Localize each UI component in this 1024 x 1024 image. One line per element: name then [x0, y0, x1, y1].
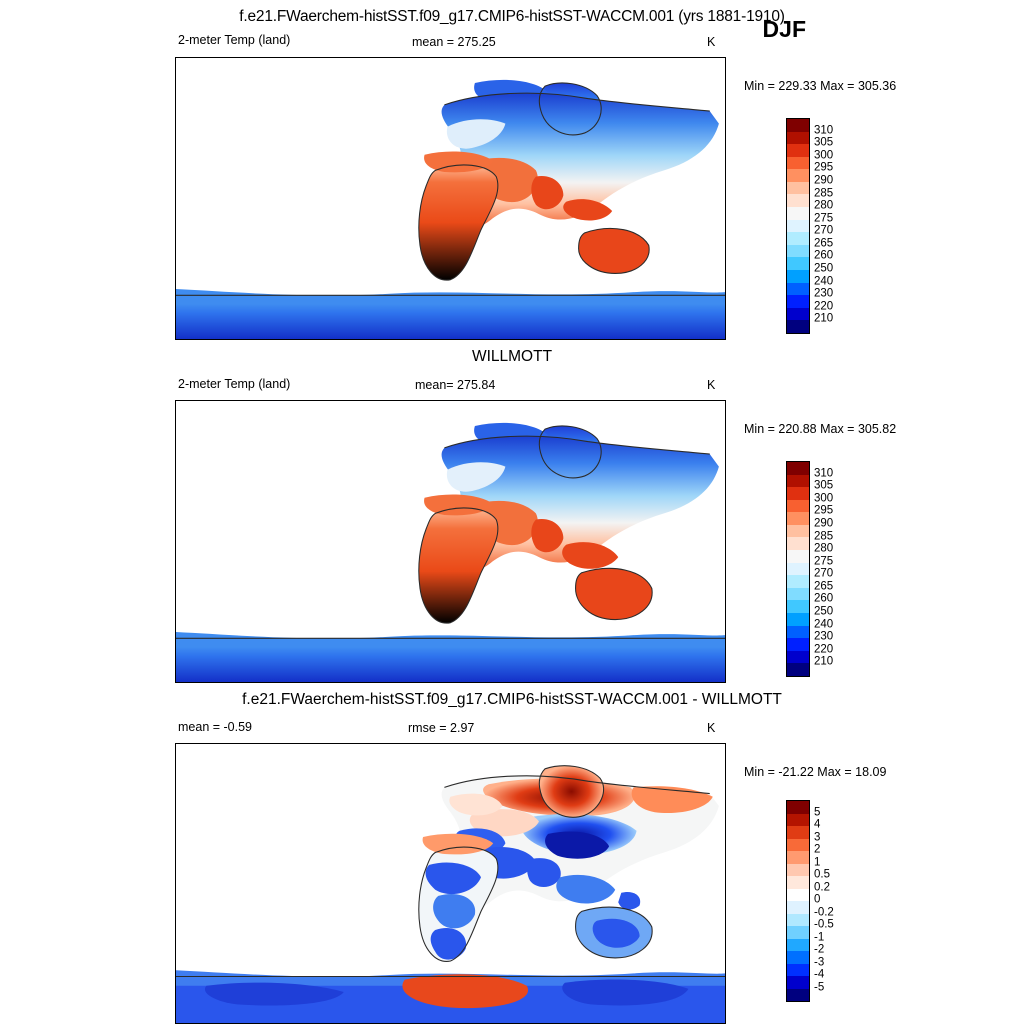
colorbar-observations-tick-label: 300 [814, 492, 834, 504]
colorbar-difference-segment [787, 914, 809, 927]
colorbar-difference-segment [787, 939, 809, 952]
colorbar-model-tick-label: 305 [814, 136, 834, 149]
colorbar-observations-segment [787, 563, 809, 576]
colorbar-model-tick-label: 285 [814, 186, 834, 199]
colorbar-observations-segment [787, 588, 809, 601]
colorbar-observations-segment [787, 487, 809, 500]
colorbar-model-segment [787, 157, 809, 170]
colorbar-observations-tick-label: 210 [814, 655, 834, 668]
colorbar-difference-segment [787, 989, 809, 1002]
colorbar-observations-tick-label: 265 [814, 580, 834, 593]
colorbar-difference-tick-label: 5 [814, 805, 821, 818]
colorbar-model-segment [787, 207, 809, 220]
panel1-center-label: mean = 275.25 [412, 35, 496, 49]
colorbar-model-segment [787, 194, 809, 207]
colorbar-difference-segment [787, 826, 809, 839]
colorbar-model-tick-label: 280 [814, 199, 834, 212]
colorbar-observations-tick-label: 275 [814, 554, 834, 567]
colorbar-difference-tick-label: -5 [814, 980, 825, 993]
colorbar-observations-segment [787, 537, 809, 550]
colorbar-difference-tick-label: 0.5 [814, 868, 830, 881]
map-panel-difference[interactable] [175, 743, 726, 1024]
colorbar-difference-tick-label: -3 [814, 955, 825, 968]
colorbar-difference-segment [787, 901, 809, 914]
colorbar-model-segment [787, 119, 809, 132]
colorbar-observations-segment [787, 575, 809, 588]
colorbar-observations-tick-label: 270 [814, 567, 834, 580]
colorbar-model-tick-label: 230 [814, 287, 834, 300]
colorbar-difference [786, 800, 810, 1002]
colorbar-observations-tick-label: 310 [814, 466, 834, 479]
colorbar-difference-segment [787, 926, 809, 939]
colorbar-model-segment [787, 220, 809, 233]
colorbar-difference-tick-label: 2 [814, 843, 821, 856]
colorbar-difference-tick-label: -0.2 [814, 905, 834, 918]
colorbar-model-tick-label: 275 [814, 211, 834, 224]
colorbar-difference-tick-label: 0.2 [814, 880, 830, 893]
colorbar-model-segment [787, 283, 809, 296]
map-panel-observations[interactable] [175, 400, 726, 683]
season-label: DJF [762, 16, 806, 42]
colorbar-difference-tick-label: -4 [814, 968, 825, 981]
colorbar-difference-segment [787, 839, 809, 852]
colorbar-observations-segment [787, 638, 809, 651]
colorbar-observations-tick-label: 305 [814, 479, 834, 492]
colorbar-model-tick-label: 240 [814, 274, 834, 287]
colorbar-difference-labels [814, 800, 854, 1000]
map-canvas-observations [176, 401, 725, 682]
panel2-center-label: mean= 275.84 [415, 378, 496, 392]
panel1-minmax: Min = 229.33 Max = 305.36 [744, 79, 897, 93]
colorbar-observations [786, 461, 810, 677]
colorbar-observations-tick-label: 285 [814, 529, 834, 542]
colorbar-difference-segment [787, 889, 809, 902]
map-canvas-difference [176, 744, 725, 1023]
colorbar-model-tick-label: 270 [814, 224, 834, 237]
colorbar-observations-tick-label: 250 [814, 605, 834, 618]
colorbar-observations-segment [787, 462, 809, 475]
colorbar-difference-tick-label: 4 [814, 818, 821, 831]
colorbar-model-segment [787, 308, 809, 321]
colorbar-difference-segment [787, 801, 809, 814]
panel3-left-label: mean = -0.59 [178, 720, 253, 734]
colorbar-observations-segment [787, 500, 809, 513]
colorbar-model-tick-label: 265 [814, 237, 834, 250]
colorbar-model-segment [787, 132, 809, 145]
colorbar-observations-tick-label: 295 [814, 504, 834, 517]
colorbar-model-segment [787, 169, 809, 182]
colorbar-difference-tick-label: 0 [814, 893, 821, 906]
colorbar-model-tick-label: 250 [814, 262, 834, 275]
colorbar-model-segment [787, 257, 809, 270]
colorbar-model [786, 118, 810, 334]
colorbar-model-segment [787, 232, 809, 245]
colorbar-model-tick-label: 290 [814, 174, 834, 187]
colorbar-observations-tick-label: 240 [814, 617, 834, 630]
panel1-units-label: K [707, 35, 716, 49]
panel2-title: WILLMOTT [471, 348, 553, 365]
colorbar-observations-segment [787, 613, 809, 626]
map-canvas-model [176, 58, 725, 339]
colorbar-model-tick-label: 210 [814, 312, 834, 325]
panel2-units-label: K [707, 378, 716, 392]
panel3-center-label: rmse = 2.97 [408, 721, 475, 735]
colorbar-model-labels [814, 118, 854, 332]
panel2-minmax: Min = 220.88 Max = 305.82 [744, 422, 897, 436]
colorbar-model-tick-label: 220 [814, 300, 834, 313]
colorbar-difference-segment [787, 864, 809, 877]
colorbar-difference-tick-label: -0.5 [814, 918, 834, 931]
colorbar-observations-segment [787, 550, 809, 563]
colorbar-difference-tick-label: -2 [814, 943, 825, 956]
colorbar-observations-tick-label: 260 [814, 592, 834, 605]
colorbar-observations-segment [787, 475, 809, 488]
colorbar-observations-tick-label: 230 [814, 630, 834, 643]
colorbar-difference-tick-label: 3 [814, 830, 821, 843]
panel3-title: f.e21.FWaerchem-histSST.f09_g17.CMIP6-histSST-WACCM.001 - WILLMOTT [242, 691, 782, 708]
colorbar-observations-segment [787, 512, 809, 525]
colorbar-observations-labels [814, 461, 854, 675]
colorbar-observations-tick-label: 220 [814, 643, 834, 656]
colorbar-observations-segment [787, 663, 809, 676]
colorbar-difference-segment [787, 951, 809, 964]
colorbar-model-segment [787, 320, 809, 333]
colorbar-model-segment [787, 295, 809, 308]
panel2-left-label: 2-meter Temp (land) [178, 377, 291, 391]
colorbar-difference-segment [787, 964, 809, 977]
colorbar-difference-segment [787, 976, 809, 989]
colorbar-model-segment [787, 182, 809, 195]
colorbar-observations-tick-label: 290 [814, 517, 834, 530]
colorbar-model-tick-label: 300 [814, 149, 834, 161]
colorbar-observations-segment [787, 600, 809, 613]
colorbar-observations-tick-label: 280 [814, 542, 834, 555]
colorbar-model-segment [787, 270, 809, 283]
colorbar-model-segment [787, 245, 809, 258]
map-panel-model[interactable] [175, 57, 726, 340]
colorbar-model-tick-label: 295 [814, 161, 834, 174]
colorbar-difference-segment [787, 814, 809, 827]
colorbar-difference-segment [787, 876, 809, 889]
colorbar-observations-segment [787, 651, 809, 664]
colorbar-observations-segment [787, 626, 809, 639]
panel3-minmax: Min = -21.22 Max = 18.09 [744, 765, 887, 779]
colorbar-difference-tick-label: -1 [814, 930, 825, 943]
colorbar-observations-segment [787, 525, 809, 538]
colorbar-model-tick-label: 310 [814, 123, 834, 136]
panel1-left-label: 2-meter Temp (land) [178, 33, 291, 47]
page-title: f.e21.FWaerchem-histSST.f09_g17.CMIP6-histSST-WACCM.001 (yrs 1881-1910) [239, 8, 785, 25]
colorbar-difference-tick-label: 1 [814, 855, 821, 868]
colorbar-model-tick-label: 260 [814, 249, 834, 262]
panel3-units-label: K [707, 721, 716, 735]
colorbar-difference-segment [787, 851, 809, 864]
colorbar-model-segment [787, 144, 809, 157]
